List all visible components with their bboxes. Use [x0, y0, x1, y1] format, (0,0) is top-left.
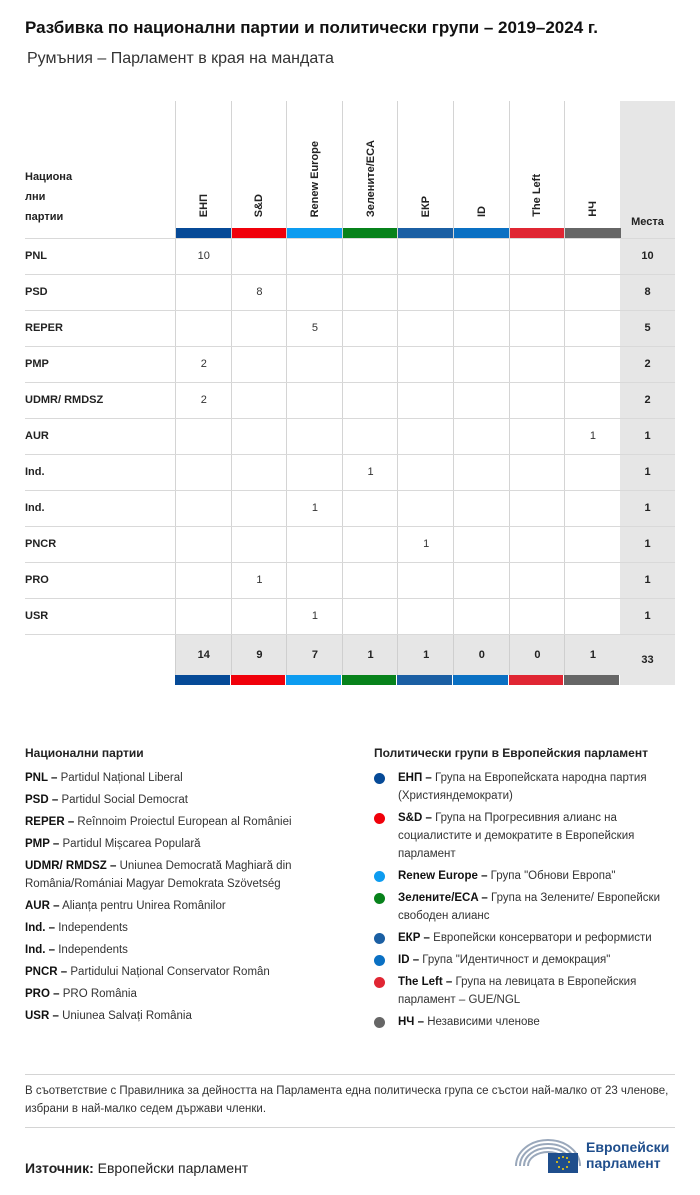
table-cell: [231, 383, 288, 418]
table-row: [25, 274, 675, 310]
table-cell: [564, 599, 621, 634]
party-name: PSD: [25, 286, 48, 298]
table-cell: [286, 527, 343, 562]
party-name: USR: [25, 610, 49, 622]
table-cell: [342, 311, 399, 346]
group-color-bar: [398, 228, 454, 238]
party-name: AUR: [25, 430, 49, 442]
color-dot-icon: [374, 933, 385, 944]
party-legend-item: REPER – Reînnoim Proiectul European al României: [25, 816, 292, 828]
table-cell: [509, 239, 566, 274]
table-row: [25, 310, 675, 346]
table-cell: [286, 275, 343, 310]
page-subtitle: Румъния – Парламент в края на мандата: [27, 50, 334, 67]
table-cell: [286, 383, 343, 418]
group-column-header: [175, 101, 232, 238]
table-cell: [175, 527, 232, 562]
table-cell: [397, 455, 454, 490]
total-cell: 7: [286, 635, 343, 675]
table-cell: 5: [286, 311, 343, 346]
table-cell: [342, 275, 399, 310]
table-cell: [453, 455, 510, 490]
table-cell: 1: [564, 419, 621, 454]
table-cell: 1: [231, 563, 288, 598]
color-dot-icon: [374, 871, 385, 882]
party-legend-item: Ind. – Independents: [25, 944, 128, 956]
table-cell: [231, 347, 288, 382]
group-name: S&D: [253, 193, 266, 217]
group-legend-item: ЕНП – Група на Европейската народна партия (Християндемократи): [374, 769, 679, 805]
party-legend-item: PRO – PRO România: [25, 988, 137, 1000]
table-cell: [453, 419, 510, 454]
group-name: ЕНП: [197, 193, 210, 217]
table-row: [25, 382, 675, 418]
table-cell: [397, 599, 454, 634]
party-name: UDMR/ RMDSZ: [25, 394, 104, 406]
seats-cell: 1: [620, 599, 675, 634]
table-cell: [564, 275, 621, 310]
group-legend-item: НЧ – Независими членове: [374, 1013, 679, 1031]
table-cell: [453, 347, 510, 382]
group-color-bar: [510, 228, 566, 238]
group-column-header: [453, 101, 510, 238]
group-color-bar: [509, 675, 564, 685]
total-cell: 1: [397, 635, 454, 675]
table-cell: [231, 527, 288, 562]
table-cell: [342, 347, 399, 382]
group-name: ЕКР: [420, 195, 433, 217]
color-dot-icon: [374, 1017, 385, 1028]
group-column-header: [286, 101, 343, 238]
group-legend: [374, 746, 679, 1035]
table-cell: [286, 563, 343, 598]
group-color-bar: [564, 675, 619, 685]
table-cell: [509, 347, 566, 382]
table-cell: [564, 527, 621, 562]
table-cell: [342, 563, 399, 598]
table-cell: [564, 239, 621, 274]
group-column-header: [397, 101, 454, 238]
group-column-header: [342, 101, 399, 238]
group-color-bar: [342, 675, 397, 685]
table-row: [25, 238, 675, 274]
seats-cell: 1: [620, 419, 675, 454]
party-name: PNL: [25, 250, 47, 262]
table-cell: [509, 491, 566, 526]
party-legend-item: UDMR/ RMDSZ – Uniunea Democrată Maghiară din România/Romániai Magyar Demokrata Szövetség: [25, 860, 292, 890]
group-legend-item: ЕКР – Европейски консерватори и реформисти: [374, 929, 679, 947]
group-color-bar: [231, 675, 286, 685]
table-cell: [509, 383, 566, 418]
party-legend: [25, 746, 355, 1029]
table-cell: 10: [175, 239, 232, 274]
table-cell: [175, 455, 232, 490]
party-legend-item: PNL – Partidul Național Liberal: [25, 772, 183, 784]
table-cell: [509, 563, 566, 598]
footnote: В съответствие с Правилника за дейността на Парламента една политическа група се състои най-малко от 23 членове, избрани в най-малко седем държави членки.: [25, 1085, 669, 1115]
divider: [25, 1127, 675, 1128]
party-name: Ind.: [25, 466, 45, 478]
group-name: ID: [475, 206, 488, 217]
table-cell: [509, 311, 566, 346]
table-cell: [564, 311, 621, 346]
seats-cell: 2: [620, 347, 675, 382]
table-cell: 1: [397, 527, 454, 562]
group-color-bar: [287, 228, 343, 238]
table-cell: [231, 599, 288, 634]
group-legend-item: Renew Europe – Група "Обнови Европа": [374, 867, 679, 885]
table-cell: 8: [231, 275, 288, 310]
group-color-bar: [343, 228, 399, 238]
table-row: [25, 598, 675, 634]
table-cell: [175, 419, 232, 454]
table-cell: [564, 347, 621, 382]
group-column-header: [509, 101, 566, 238]
seats-column-header: Места: [620, 101, 675, 238]
seats-cell: 1: [620, 563, 675, 598]
seats-cell: 2: [620, 383, 675, 418]
group-color-bar: [454, 228, 510, 238]
group-color-bar: [175, 675, 230, 685]
group-color-bar: [397, 675, 452, 685]
party-name: PMP: [25, 358, 49, 370]
group-column-header: [564, 101, 621, 238]
table-cell: [342, 419, 399, 454]
table-cell: [397, 383, 454, 418]
parliament-emblem-icon: [514, 1136, 582, 1174]
group-name: Зелените/ECA: [364, 139, 377, 217]
table-cell: [397, 311, 454, 346]
table-cell: [564, 455, 621, 490]
total-cell: 1: [342, 635, 399, 675]
party-name: PRO: [25, 574, 49, 586]
table-cell: 1: [286, 491, 343, 526]
color-dot-icon: [374, 955, 385, 966]
color-dot-icon: [374, 813, 385, 824]
total-cell: 0: [509, 635, 566, 675]
party-legend-item: Ind. – Independents: [25, 922, 128, 934]
table-cell: [342, 527, 399, 562]
group-legend-item: Зелените/ECA – Група на Зелените/ Европейски свободен алианс: [374, 889, 679, 925]
totals-row: [25, 634, 675, 685]
table-cell: [175, 599, 232, 634]
party-column-header: Национа лни партии: [25, 171, 73, 223]
table-cell: [453, 311, 510, 346]
party-legend-item: AUR – Alianța pentru Unirea Românilor: [25, 900, 226, 912]
page-title: Разбивка по национални партии и политически групи – 2019–2024 г.: [25, 18, 598, 37]
table-cell: [509, 599, 566, 634]
table-cell: [231, 491, 288, 526]
table-cell: 1: [342, 455, 399, 490]
group-name: The Left: [531, 174, 544, 217]
table-cell: [286, 419, 343, 454]
table-cell: [509, 275, 566, 310]
seats-table: [25, 101, 675, 685]
table-cell: [342, 383, 399, 418]
table-cell: [397, 419, 454, 454]
table-cell: [397, 275, 454, 310]
table-cell: [342, 491, 399, 526]
group-legend-title: Политически групи в Европейския парламент: [374, 746, 648, 760]
table-cell: [397, 491, 454, 526]
table-cell: 1: [286, 599, 343, 634]
table-row: [25, 490, 675, 526]
source-line: Източник: Европейски парламент: [25, 1160, 249, 1176]
table-cell: [397, 347, 454, 382]
table-header: [25, 101, 675, 238]
total-cell: 9: [231, 635, 288, 675]
group-color-bar: [286, 675, 341, 685]
table-cell: [342, 239, 399, 274]
table-cell: [175, 563, 232, 598]
table-cell: [453, 563, 510, 598]
total-cell: 14: [175, 635, 232, 675]
divider: [25, 1074, 675, 1075]
table-cell: [453, 491, 510, 526]
table-cell: [453, 599, 510, 634]
table-cell: [286, 239, 343, 274]
table-cell: [509, 455, 566, 490]
table-cell: [175, 275, 232, 310]
group-color-bar: [176, 228, 232, 238]
color-dot-icon: [374, 893, 385, 904]
party-name: Ind.: [25, 502, 45, 514]
group-name: Renew Europe: [308, 140, 321, 217]
table-cell: [564, 491, 621, 526]
table-cell: [509, 527, 566, 562]
table-cell: [453, 275, 510, 310]
table-cell: [397, 563, 454, 598]
party-legend-item: PSD – Partidul Social Democrat: [25, 794, 189, 806]
group-column-header: [231, 101, 288, 238]
table-cell: [231, 239, 288, 274]
table-cell: [453, 239, 510, 274]
group-legend-item: ID – Група "Идентичност и демокрация": [374, 951, 679, 969]
table-cell: [509, 419, 566, 454]
group-name: НЧ: [586, 201, 599, 217]
group-legend-item: The Left – Група на левицата в Европейския парламент – GUE/NGL: [374, 973, 679, 1009]
table-cell: [564, 563, 621, 598]
logo-text: Европейски парламент: [586, 1139, 670, 1171]
seats-cell: 5: [620, 311, 675, 346]
table-cell: [231, 311, 288, 346]
total-seats: 33: [620, 635, 675, 685]
table-cell: [231, 419, 288, 454]
table-cell: [453, 383, 510, 418]
party-legend-item: PNCR – Partidului Național Conservator Român: [25, 966, 270, 978]
seats-cell: 10: [620, 239, 675, 274]
total-cell: 1: [564, 635, 621, 675]
table-cell: [175, 311, 232, 346]
table-row: [25, 562, 675, 598]
group-color-bar: [453, 675, 508, 685]
table-cell: [231, 455, 288, 490]
party-legend-title: Национални партии: [25, 746, 144, 760]
table-row: [25, 418, 675, 454]
table-cell: [342, 599, 399, 634]
table-cell: [286, 347, 343, 382]
table-cell: [286, 455, 343, 490]
group-color-bar: [232, 228, 288, 238]
party-legend-item: USR – Uniunea Salvați România: [25, 1010, 192, 1022]
party-name: REPER: [25, 322, 63, 334]
table-cell: [453, 527, 510, 562]
party-name: PNCR: [25, 538, 57, 550]
table-cell: 2: [175, 347, 232, 382]
group-legend-item: S&D – Група на Прогресивния алианс на социалистите и демократите в Европейския парламент: [374, 809, 679, 863]
table-cell: 2: [175, 383, 232, 418]
seats-cell: 1: [620, 491, 675, 526]
seats-cell: 1: [620, 527, 675, 562]
table-row: [25, 346, 675, 382]
table-row: [25, 526, 675, 562]
table-cell: [175, 491, 232, 526]
party-legend-item: PMP – Partidul Mișcarea Populară: [25, 838, 201, 850]
table-row: [25, 454, 675, 490]
table-cell: [564, 383, 621, 418]
seats-cell: 8: [620, 275, 675, 310]
group-color-bar: [565, 228, 621, 238]
color-dot-icon: [374, 773, 385, 784]
color-dot-icon: [374, 977, 385, 988]
european-parliament-logo: [514, 1136, 679, 1176]
table-body: [25, 238, 675, 634]
table-cell: [397, 239, 454, 274]
seats-cell: 1: [620, 455, 675, 490]
total-cell: 0: [453, 635, 510, 675]
